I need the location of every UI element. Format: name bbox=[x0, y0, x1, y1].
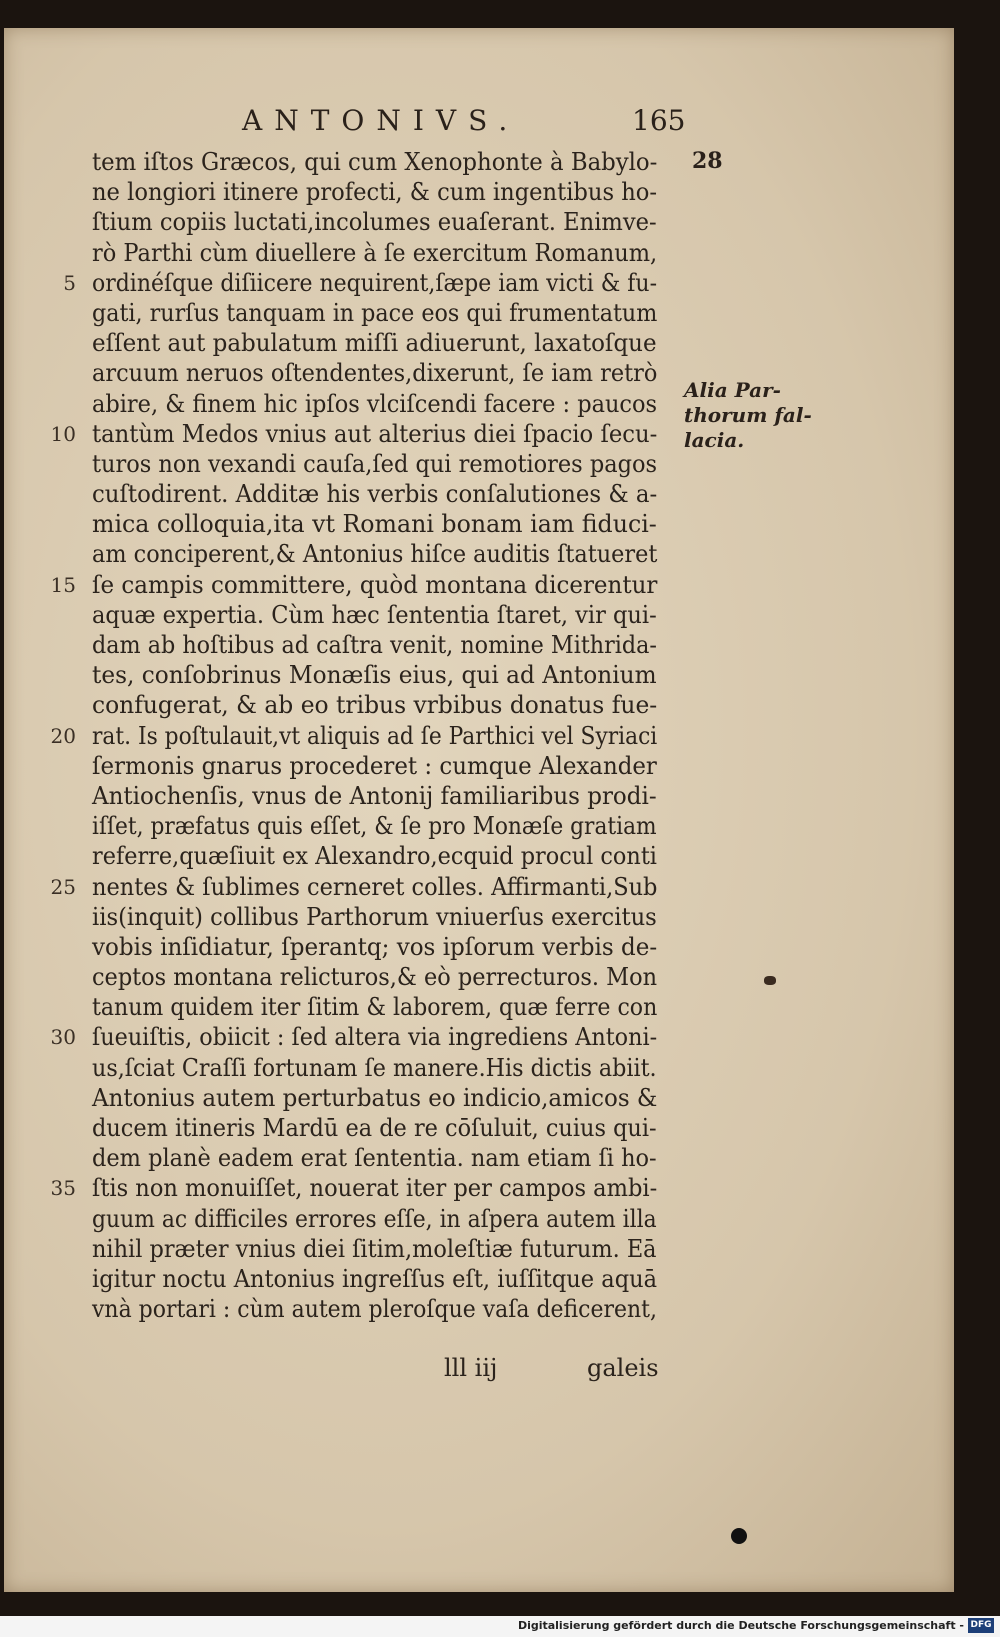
text-line bbox=[82, 660, 682, 690]
line-number: 15 bbox=[50, 572, 76, 597]
text-line bbox=[82, 389, 682, 419]
text-line bbox=[82, 177, 682, 207]
line-text: cuſtodirent. Additæ his verbis conſalutiones & a- bbox=[92, 480, 658, 509]
line-number: 5 bbox=[63, 270, 76, 295]
line-text: rò Parthi cùm diuellere à ſe exercitum Romanum, bbox=[92, 238, 658, 267]
text-line bbox=[82, 1294, 682, 1324]
marginal-note-line: lacia. bbox=[684, 428, 745, 452]
text-line bbox=[63, 268, 682, 298]
text-line bbox=[50, 1173, 682, 1203]
text-line bbox=[82, 479, 682, 509]
line-text: am conciperent,& Antonius hiſce auditis ſtatueret bbox=[92, 540, 658, 569]
text-line bbox=[82, 992, 682, 1022]
catchword-line bbox=[4, 1354, 954, 1390]
text-line bbox=[82, 690, 682, 720]
line-number: 20 bbox=[50, 723, 76, 748]
line-text: dem planè eadem erat ſententia. nam etiam ſi ho- bbox=[92, 1144, 657, 1173]
line-text: Antonius autem perturbatus eo indicio,amicos & bbox=[92, 1083, 658, 1112]
ink-dot bbox=[731, 1528, 747, 1544]
line-text: vnà portari : cùm autem pleroſque vaſa deficerent, bbox=[92, 1295, 657, 1324]
line-text: ſe campis committere, quòd montana dicerentur bbox=[92, 570, 658, 599]
line-text: vobis inſidiatur, ſperantq; vos ipſorum verbis de- bbox=[92, 932, 658, 961]
line-text: ordinéſque diſiicere nequirent,ſæpe iam victi & fu- bbox=[92, 268, 658, 297]
text-line bbox=[82, 811, 682, 841]
marginal-note-line: Alia Par- bbox=[684, 378, 781, 402]
text-line bbox=[82, 539, 682, 569]
text-line bbox=[82, 841, 682, 871]
text-line bbox=[50, 419, 682, 449]
text-line bbox=[82, 147, 682, 177]
line-number: 10 bbox=[50, 421, 76, 446]
line-text: iis(inquit) collibus Parthorum vniuerſus exercitus bbox=[92, 902, 657, 931]
line-text: iſſet, præfatus quis eſſet, & ſe pro Monæſe gratiam bbox=[92, 812, 657, 841]
line-text: ſtium copiis luctati,incolumes euaſerant. Enimve- bbox=[92, 208, 657, 237]
text-line bbox=[82, 449, 682, 479]
text-line bbox=[82, 1234, 682, 1264]
text-line bbox=[82, 298, 682, 328]
text-line bbox=[82, 1264, 682, 1294]
line-text: rat. Is poſtulauit,vt aliquis ad ſe Parthici vel Syriaci bbox=[92, 721, 658, 750]
text-line bbox=[50, 570, 682, 600]
line-text: Antiochenſis, vnus de Antonij familiaribus prodi- bbox=[92, 781, 657, 810]
text-line bbox=[82, 1083, 682, 1113]
text-line bbox=[82, 509, 682, 539]
text-line bbox=[82, 1113, 682, 1143]
text-line bbox=[82, 328, 682, 358]
text-line bbox=[82, 207, 682, 237]
line-text: tes, conſobrinus Monæſis eius, qui ad Antonium bbox=[92, 661, 657, 690]
line-text: tem iſtos Græcos, qui cum Xenophonte à Babylo- bbox=[92, 148, 658, 176]
line-text: confugerat, & ab eo tribus vrbibus donatus fue- bbox=[92, 691, 658, 720]
running-head bbox=[4, 104, 954, 144]
text-line bbox=[50, 872, 682, 902]
line-text: dam ab hoſtibus ad caſtra venit, nomine Mithrida- bbox=[92, 631, 657, 659]
line-text: nihil præter vnius diei ſitim,moleſtiæ futurum. Eā bbox=[92, 1234, 657, 1263]
line-text: arcuum neruos oſtendentes,dixerunt, ſe iam retrò bbox=[92, 359, 658, 388]
marginal-note-line: thorum fal- bbox=[684, 403, 812, 427]
text-line bbox=[82, 932, 682, 962]
text-line bbox=[82, 358, 682, 388]
catchword: galeis bbox=[587, 1354, 659, 1382]
text-line bbox=[50, 1022, 682, 1052]
text-line bbox=[82, 1143, 682, 1173]
line-number: 30 bbox=[50, 1025, 76, 1050]
ink-blot bbox=[764, 976, 776, 985]
line-text: ſermonis gnarus procederet : cumque Alexander bbox=[92, 751, 657, 780]
text-line bbox=[82, 238, 682, 268]
text-line bbox=[82, 902, 682, 932]
line-text: referre,quæſiuit ex Alexandro,ecquid procul conti bbox=[92, 842, 657, 871]
line-text: tanum quidem iter ſitim & laborem, quæ ferre con bbox=[92, 993, 658, 1022]
line-text: ducem itineris Mardū ea de re cōſuluit, cuius qui- bbox=[92, 1114, 657, 1142]
text-line bbox=[82, 781, 682, 811]
line-number: 35 bbox=[50, 1176, 76, 1201]
line-text: igitur noctu Antonius ingreſſus eſt, iuſſitque aquā bbox=[92, 1264, 658, 1293]
side-section-number: 28 bbox=[692, 148, 723, 174]
line-text: us,ſciat Craſſi fortunam ſe manere.His dictis abiit. bbox=[92, 1053, 657, 1082]
line-text: tantùm Medos vnius aut alterius diei ſpacio ſecu- bbox=[92, 419, 658, 448]
line-text: eſſent aut pabulatum miſſi adiuerunt, laxatoſque bbox=[92, 329, 657, 358]
running-head-title: ANTONIVS. bbox=[242, 104, 520, 137]
line-text: ſueuiſtis, obiicit : ſed altera via ingrediens Antoni- bbox=[92, 1023, 658, 1052]
book-page bbox=[4, 28, 954, 1592]
marginal-note bbox=[684, 378, 812, 453]
signature-mark: lll iij bbox=[444, 1354, 498, 1382]
line-text: aquæ expertia. Cùm hæc ſententia ſtaret, vir qui- bbox=[92, 600, 657, 629]
text-line bbox=[50, 721, 682, 751]
text-line bbox=[82, 600, 682, 630]
funding-credit: Digitalisierung gefördert durch die Deutsche Forschungsgemeinschaft - bbox=[517, 1619, 964, 1632]
line-text: abire, & finem hic ipſos vlciſcendi facere : paucos bbox=[92, 389, 658, 418]
line-text: ne longiori itinere profecti, & cum ingentibus ho- bbox=[92, 178, 658, 207]
line-text: ſtis non monuiſſet, nouerat iter per campos ambi- bbox=[92, 1174, 658, 1203]
text-line bbox=[82, 630, 682, 660]
body-text bbox=[50, 147, 682, 1324]
footer-bar bbox=[0, 1616, 1000, 1637]
line-text: mica colloquia,ita vt Romani bonam iam fiduci- bbox=[92, 510, 657, 539]
text-line bbox=[82, 751, 682, 781]
line-number: 25 bbox=[50, 874, 76, 899]
text-line bbox=[82, 1053, 682, 1083]
page-number: 165 bbox=[632, 104, 686, 137]
line-text: gati, rurſus tanquam in pace eos qui frumentatum bbox=[92, 298, 658, 327]
line-text: nentes & ſublimes cerneret colles. Affirmanti,Sub bbox=[92, 872, 658, 901]
line-text: guum ac difficiles errores eſſe, in aſpera autem illa bbox=[92, 1204, 657, 1233]
line-text: turos non vexandi cauſa,ſed qui remotiores pagos bbox=[92, 449, 657, 478]
text-line bbox=[82, 962, 682, 992]
dfg-logo-icon: DFG bbox=[968, 1618, 994, 1633]
text-line bbox=[82, 1204, 682, 1234]
line-text: ceptos montana relicturos,& eò perrecturos. Mon bbox=[92, 963, 658, 992]
